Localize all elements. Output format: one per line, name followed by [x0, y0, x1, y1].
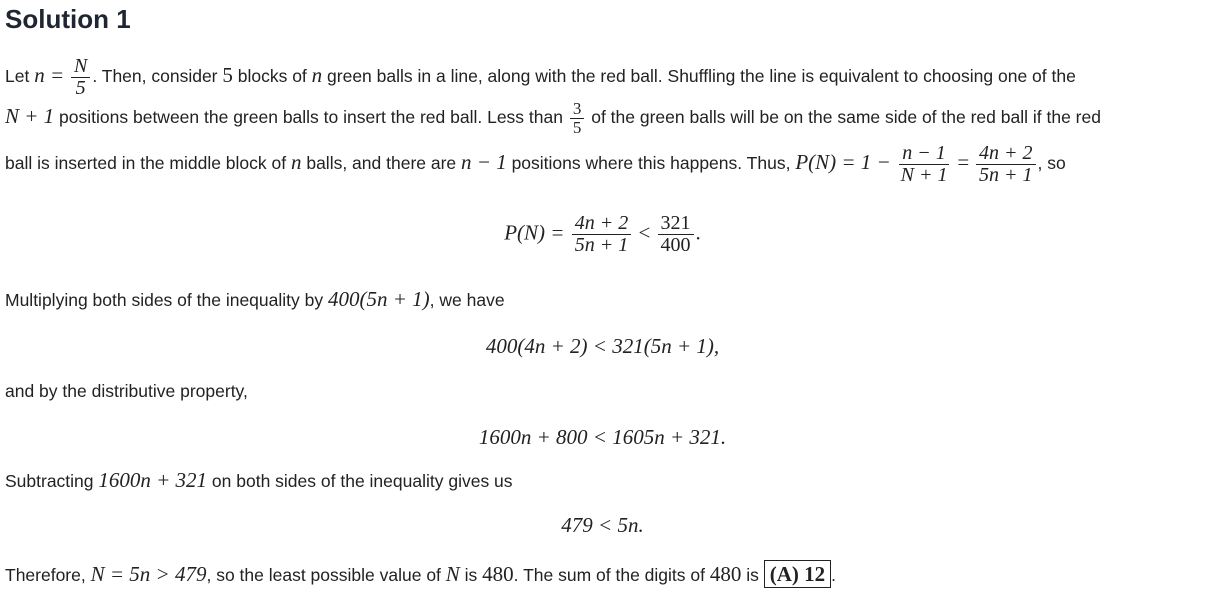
- paragraph-line-4: [5, 289, 505, 310]
- math-480: 480: [482, 562, 514, 586]
- fraction-three-fifths: $\frac{3}{5}$: [570, 100, 585, 137]
- text-segment: blocks of: [232, 66, 312, 87]
- math-n: n: [290, 150, 302, 175]
- math-1600n-plus-321: 1600n + 321: [98, 468, 208, 492]
- text-segment: on both sides of the inequality gives us: [207, 471, 513, 491]
- display-equation-1: P(N) = $\frac{4n + 2}{5n + 1}$ < $\frac{321}{400}$ .: [504, 212, 701, 256]
- math-equals: =: [957, 150, 970, 175]
- math-480: 480: [709, 562, 742, 586]
- text-segment: of the green balls will be on the same side of the red ball if the red: [586, 106, 1101, 127]
- paragraph-line-7: Therefore, N = 5n > 479, so the least possible value of N is 480. The sum of the digits of 480 is (A) 12 .: [5, 562, 836, 586]
- text-segment: green balls in a line, along with the red ball. Shuffling the line is equivalent to choosing one of the: [322, 66, 1076, 87]
- math-400-5n-plus-1: 400(5n + 1): [327, 287, 430, 311]
- math-p-of-n: P(N) =: [504, 220, 565, 245]
- fraction-n-over-5: $\frac{N}{5}$: [71, 56, 90, 99]
- paragraph-line-1: [5, 56, 1076, 99]
- text-segment: Let: [5, 66, 35, 87]
- paragraph-line-6: [5, 470, 513, 491]
- text-segment: is: [459, 565, 483, 585]
- text-segment: , so: [1037, 153, 1066, 174]
- paragraph-line-5: and by the distributive property,: [5, 381, 248, 401]
- math-less-than: <: [638, 220, 651, 245]
- text-segment: Subtracting: [5, 471, 99, 491]
- text-segment: positions between the green balls to insert the red ball. Less than: [54, 106, 568, 127]
- fraction-321-over-400: $\frac{321}{400}$: [658, 213, 694, 256]
- math-n-minus-1: n − 1: [461, 150, 507, 175]
- boxed-answer: (A) 12: [764, 560, 831, 588]
- text-segment: positions where this happens. Thus,: [506, 153, 796, 174]
- math-p-of-n: P(N) = 1 −: [795, 150, 891, 175]
- display-equation-4: 479 < 5n.: [561, 513, 644, 537]
- text-segment: , so the least possible value of: [206, 565, 446, 585]
- text-segment: ball is inserted in the middle block of: [5, 153, 291, 174]
- text-segment: balls, and there are: [301, 153, 462, 174]
- math-n-plus-1: N + 1: [5, 103, 55, 128]
- solution-heading: Solution 1: [5, 4, 131, 34]
- text-segment: . Then, consider: [92, 66, 223, 87]
- math-n-equals-5n: N = 5n > 479: [90, 562, 207, 586]
- text-segment: . The sum of the digits of: [513, 565, 710, 585]
- display-equation-2: 400(4n + 2) < 321(5n + 1),: [485, 334, 720, 358]
- text-segment: Therefore,: [5, 565, 91, 585]
- math-n-equals: n =: [34, 63, 65, 88]
- math-five: 5: [222, 63, 233, 88]
- fraction-n-minus-1-over-n-plus-1: $\frac{n - 1}{N + 1}$: [900, 142, 948, 186]
- paragraph-line-3: [5, 143, 1066, 186]
- math-n: N: [445, 562, 460, 586]
- text-segment: Multiplying both sides of the inequality by: [5, 290, 328, 310]
- math-n: n: [311, 63, 323, 88]
- fraction-4n-plus-2-over-5n-plus-1: $\frac{4n + 2}{5n + 1}$: [976, 143, 1036, 186]
- text-segment: is: [741, 565, 764, 585]
- text-segment: , we have: [429, 290, 505, 310]
- paragraph-line-2: [5, 100, 1101, 137]
- fraction-4n-plus-2-over-5n-plus-1: $\frac{4n + 2}{5n + 1}$: [572, 213, 632, 256]
- display-equation-3: 1600n + 800 < 1605n + 321.: [478, 425, 727, 449]
